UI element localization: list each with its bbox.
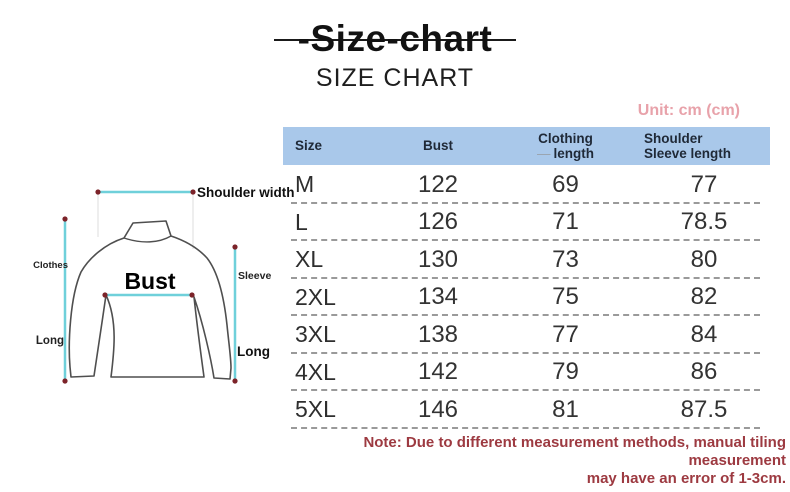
bust-cell: 122	[417, 170, 459, 198]
col-header-shoulder-sleeve: Shoulder Sleeve length	[644, 130, 732, 161]
shoulder-sleeve-cell: 86	[690, 358, 718, 386]
jacket-measurement-diagram	[10, 145, 310, 395]
bust-cell: 126	[417, 208, 459, 236]
bust-cell: 146	[417, 395, 459, 423]
shoulder-sleeve-cell: 80	[690, 245, 718, 273]
note-line-2: may have an error of 1-3cm.	[586, 470, 786, 487]
table-row	[283, 391, 770, 429]
size-cell: L	[295, 208, 308, 235]
bust-cell: 142	[417, 358, 459, 386]
unit-label: Unit: cm (cm)	[637, 102, 740, 119]
col-header-size: Size	[295, 138, 323, 154]
size-cell: 5XL	[295, 396, 336, 423]
col-header-clothing-length: Clothing — length	[537, 130, 594, 161]
long-left-label: Long	[35, 335, 64, 347]
title-area	[0, 16, 790, 62]
note-line-1: Note: Due to different measurement methods, manual tiling measurement	[363, 434, 786, 469]
size-cell: 3XL	[295, 321, 336, 348]
table-row	[283, 354, 770, 392]
bust-cell: 138	[417, 320, 459, 348]
size-cell: 4XL	[295, 358, 336, 385]
shoulder-sleeve-cell: 87.5	[680, 395, 728, 423]
size-cell: XL	[295, 246, 324, 273]
table-header-row	[283, 127, 770, 165]
size-cell: M	[295, 171, 315, 198]
size-cell: 2XL	[295, 283, 336, 310]
table-row	[283, 316, 770, 354]
title-wrap	[274, 16, 517, 62]
clothing-length-cell: 77	[552, 320, 579, 348]
table-body	[283, 166, 770, 429]
sleeve-label: Sleeve	[238, 270, 272, 282]
measurement-note	[283, 434, 786, 488]
long-right-label: Long	[237, 344, 270, 359]
watermark-dash: —	[537, 146, 551, 161]
bust-cell: 134	[417, 283, 459, 311]
clothing-length-cell: 73	[552, 245, 579, 273]
clothing-length-cell: 75	[552, 283, 579, 311]
page-title: -Size-chart	[297, 18, 493, 59]
jacket-collar-base	[124, 236, 171, 242]
table-row	[283, 166, 770, 204]
clothing-length-cell: 71	[552, 208, 579, 236]
clothing-length-cell: 79	[552, 358, 579, 386]
clothing-length-cell: 69	[552, 170, 579, 198]
table-row	[283, 241, 770, 279]
page-subtitle: SIZE CHART	[315, 64, 475, 92]
jacket-diagram-svg	[10, 145, 310, 395]
table-row	[283, 279, 770, 317]
bust-label: Bust	[124, 268, 176, 294]
size-table	[283, 127, 770, 429]
table-row	[283, 204, 770, 242]
shoulder-width-label: Shoulder width	[197, 185, 295, 200]
shoulder-sleeve-cell: 84	[690, 320, 718, 348]
shoulder-sleeve-cell: 77	[690, 170, 718, 198]
jacket-outline	[69, 221, 231, 379]
shoulder-sleeve-cell: 78.5	[680, 208, 728, 236]
clothes-label: Clothes	[33, 260, 68, 271]
col-header-bust: Bust	[423, 138, 453, 154]
clothing-length-cell: 81	[552, 395, 579, 423]
shoulder-sleeve-cell: 82	[690, 283, 718, 311]
bust-cell: 130	[417, 245, 459, 273]
